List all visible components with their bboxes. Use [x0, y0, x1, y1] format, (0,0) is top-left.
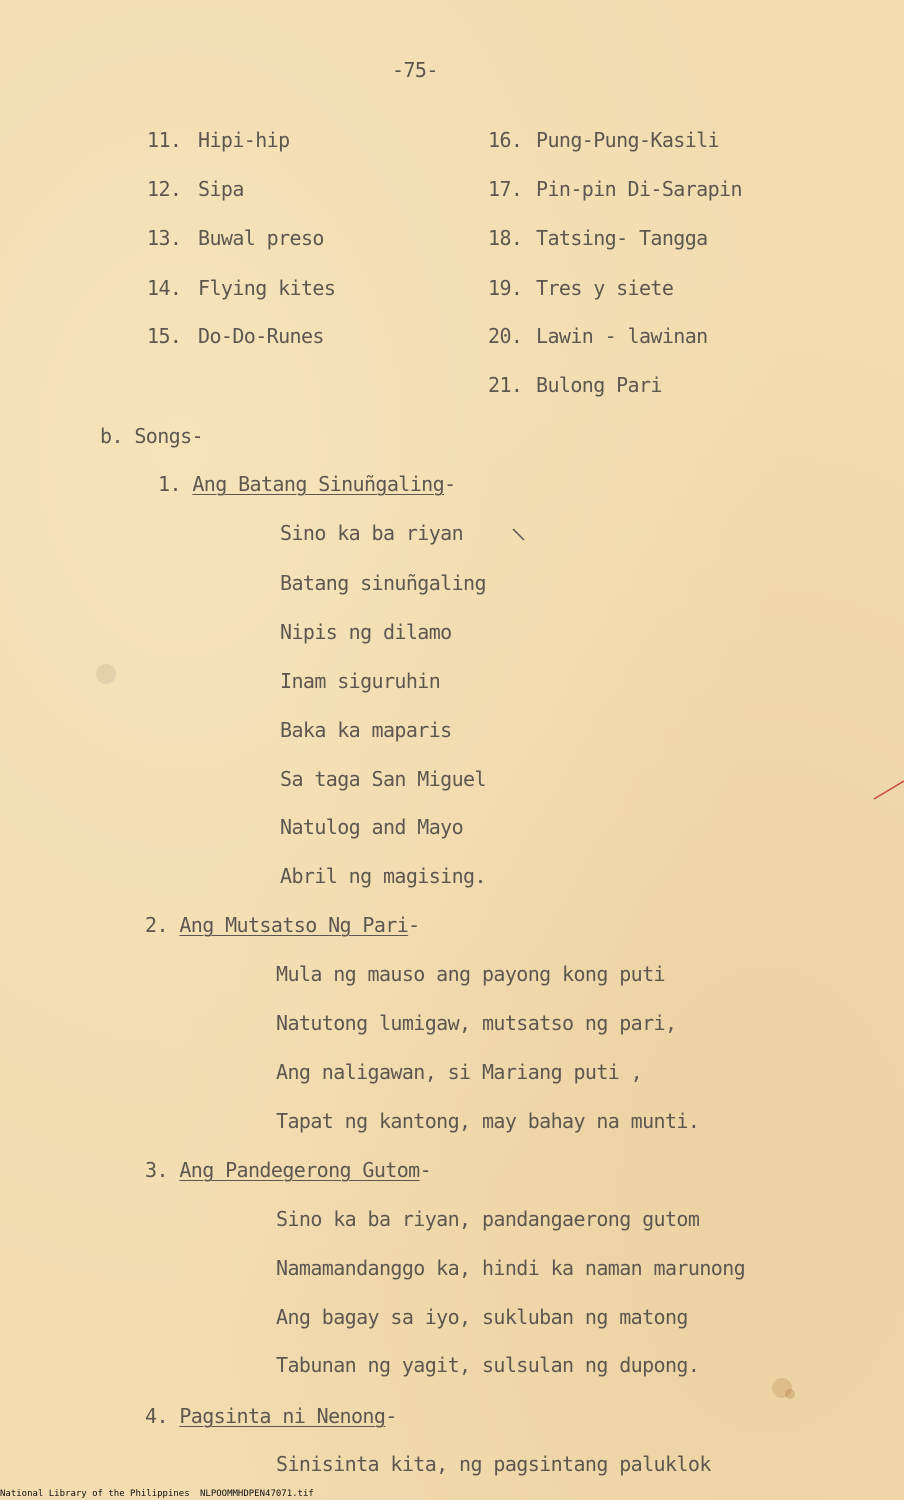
song-title — [145, 1158, 431, 1182]
song-number: 3. — [145, 1158, 168, 1182]
song-title — [158, 472, 456, 496]
song-number: 1. — [158, 472, 181, 496]
game-item-name: Pin-pin Di-Sarapin — [536, 177, 742, 201]
song-title-text: Pagsinta ni Nenong — [179, 1404, 386, 1428]
footer-file-id: NLPOOMMHDPEN47071.tif — [200, 1489, 314, 1499]
game-item-number: 13. — [147, 226, 182, 250]
page-number: -75- — [392, 58, 438, 82]
lyric-line: Inam siguruhin — [280, 669, 441, 693]
lyric-line: Sino ka ba riyan, pandangaerong gutom — [276, 1207, 700, 1231]
game-item-name: Sipa — [198, 177, 244, 201]
stain-mark-icon — [82, 650, 142, 710]
game-item-number: 15. — [147, 324, 182, 348]
section-heading: b. Songs- — [100, 424, 203, 448]
pen-tick-icon — [510, 526, 530, 546]
game-item-number: 14. — [147, 276, 182, 300]
game-item-name: Pung-Pung-Kasili — [536, 128, 720, 152]
song-title-suffix: - — [385, 1404, 397, 1428]
song-number: 4. — [145, 1404, 168, 1428]
lyric-line: Tabunan ng yagit, sulsulan ng dupong. — [276, 1353, 700, 1377]
game-item-name: Tres y siete — [536, 276, 674, 300]
lyric-line: Tapat ng kantong, may bahay na munti. — [276, 1109, 700, 1133]
game-item-number: 12. — [147, 177, 182, 201]
lyric-line: Baka ka maparis — [280, 718, 452, 742]
game-item-number: 20. — [488, 324, 523, 348]
stain-mark-icon — [760, 1368, 820, 1418]
game-item-name: Lawin - lawinan — [536, 324, 708, 348]
lyric-line: Nipis ng dilamo — [280, 620, 452, 644]
game-item-name: Bulong Pari — [536, 373, 662, 397]
game-item-number: 19. — [488, 276, 523, 300]
game-item-name: Buwal preso — [198, 226, 324, 250]
lyric-line: Sinisinta kita, ng pagsintang paluklok — [276, 1452, 711, 1476]
song-number: 2. — [145, 913, 168, 937]
game-item-number: 16. — [488, 128, 523, 152]
song-title — [145, 913, 420, 937]
lyric-line: Sa taga San Miguel — [280, 767, 486, 791]
lyric-line: Namamandanggo ka, hindi ka naman marunong — [276, 1256, 746, 1280]
pen-mark-icon — [870, 775, 904, 805]
song-title-text: Ang Mutsatso Ng Pari — [179, 913, 409, 937]
lyric-line: Ang naligawan, si Mariang puti , — [276, 1060, 643, 1084]
song-title-text: Ang Pandegerong Gutom — [179, 1158, 420, 1182]
song-title-suffix: - — [444, 472, 456, 496]
song-title — [145, 1404, 397, 1428]
lyric-line: Ang bagay sa iyo, sukluban ng matong — [276, 1305, 688, 1329]
game-item-name: Flying kites — [198, 276, 336, 300]
lyric-line: Mula ng mauso ang payong kong puti — [276, 962, 665, 986]
game-item-number: 17. — [488, 177, 523, 201]
song-title-suffix: - — [419, 1158, 432, 1182]
song-title-suffix: - — [408, 913, 420, 937]
lyric-line: Abril ng magising. — [280, 864, 486, 888]
footer-library: National Library of the Philippines — [0, 1489, 190, 1499]
lyric-line: Natutong lumigaw, mutsatso ng pari, — [276, 1011, 677, 1035]
song-title-text: Ang Batang Sinuñgaling — [192, 472, 445, 496]
game-item-name: Do-Do-Runes — [198, 324, 324, 348]
game-item-name: Hipi-hip — [198, 128, 290, 152]
lyric-line: Natulog and Mayo — [280, 815, 464, 839]
lyric-line: Sino ka ba riyan — [280, 521, 464, 545]
game-item-name: Tatsing- Tangga — [536, 226, 708, 250]
lyric-line: Batang sinuñgaling — [280, 571, 486, 595]
game-item-number: 18. — [488, 226, 523, 250]
game-item-number: 11. — [147, 128, 182, 152]
game-item-number: 21. — [488, 373, 523, 397]
